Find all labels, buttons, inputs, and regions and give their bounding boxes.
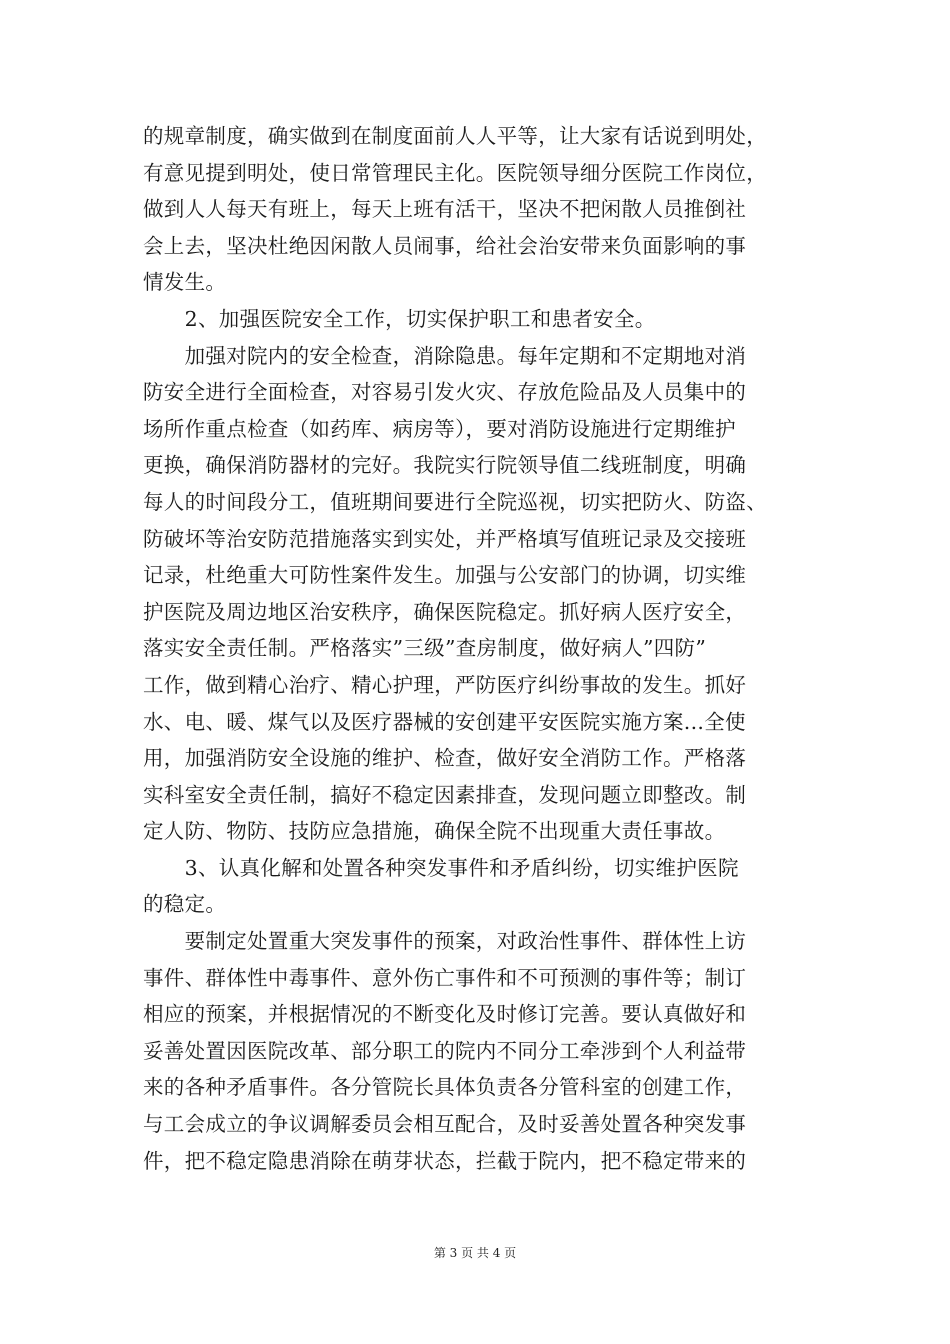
text-line: 事件、群体性中毒事件、意外伤亡事件和不可预测的事件等；制订	[143, 965, 747, 990]
text-line: 2、加强医院安全工作，切实保护职工和患者安全。	[143, 306, 656, 331]
text-line: 用，加强消防安全设施的维护、检查，做好安全消防工作。严格落	[143, 746, 747, 771]
text-line: 水、电、暖、煤气以及医疗器械的安创建平安医院实施方案...全使	[143, 709, 746, 734]
page-footer: 第 3 页 共 4 页	[433, 1246, 517, 1260]
text-line: 会上去，坚决杜绝因闲散人员闹事，给社会治安带来负面影响的事	[143, 233, 747, 258]
text-line: 的规章制度，确实做到在制度面前人人平等，让大家有话说到明处，	[143, 124, 767, 148]
text-line: 场所作重点检查（如药库、病房等），要对消防设施进行定期维护	[143, 416, 736, 441]
text-line: 防破坏等治安防范措施落实到实处，并严格填写值班记录及交接班	[143, 526, 747, 551]
text-line: 每人的时间段分工，值班期间要进行全院巡视，切实把防火、防盗、	[143, 489, 767, 514]
text-line: 实科室安全责任制，搞好不稳定因素排查，发现问题立即整改。制	[143, 782, 747, 807]
text-line: 情发生。	[143, 270, 227, 295]
text-line: 防安全进行全面检查，对容易引发火灾、存放危险品及人员集中的	[143, 380, 747, 405]
text-line: 工作，做到精心治疗、精心护理，严防医疗纠纷事故的发生。抓好	[143, 672, 747, 697]
text-line: 记录，杜绝重大可防性案件发生。加强与公安部门的协调，切实维	[143, 563, 747, 588]
text-line: 相应的预案，并根据情况的不断变化及时修订完善。要认真做好和	[143, 1002, 747, 1027]
text-line: 加强对院内的安全检查，消除隐患。每年定期和不定期地对消	[143, 343, 747, 368]
text-line: 落实安全责任制。严格落实”三级”查房制度，做好病人”四防”	[143, 636, 707, 661]
text-line: 做到人人每天有班上，每天上班有活干，坚决不把闲散人员推倒社	[143, 197, 747, 222]
text-line: 有意见提到明处，使日常管理民主化。医院领导细分医院工作岗位，	[143, 160, 767, 185]
text-line: 定人防、物防、技防应急措施，确保全院不出现重大责任事故。	[143, 819, 726, 844]
text-line: 更换，确保消防器材的完好。我院实行院领导值二线班制度，明确	[143, 453, 747, 478]
text-line: 护医院及周边地区治安秩序，确保医院稳定。抓好病人医疗安全，	[143, 599, 747, 624]
text-line: 3、认真化解和处置各种突发事件和矛盾纠纷，切实维护医院	[143, 855, 739, 880]
text-line: 要制定处置重大突发事件的预案，对政治性事件、群体性上访	[143, 929, 747, 954]
text-line: 件，把不稳定隐患消除在萌芽状态，拦截于院内，把不稳定带来的	[143, 1148, 747, 1173]
document-body	[143, 118, 813, 1179]
text-line: 妥善处置因医院改革、部分职工的院内不同分工牵涉到个人利益带	[143, 1038, 747, 1063]
text-line: 来的各种矛盾事件。各分管院长具体负责各分管科室的创建工作，	[143, 1075, 747, 1100]
text-line: 的稳定。	[143, 892, 227, 917]
text-line: 与工会成立的争议调解委员会相互配合，及时妥善处置各种突发事	[143, 1112, 747, 1137]
